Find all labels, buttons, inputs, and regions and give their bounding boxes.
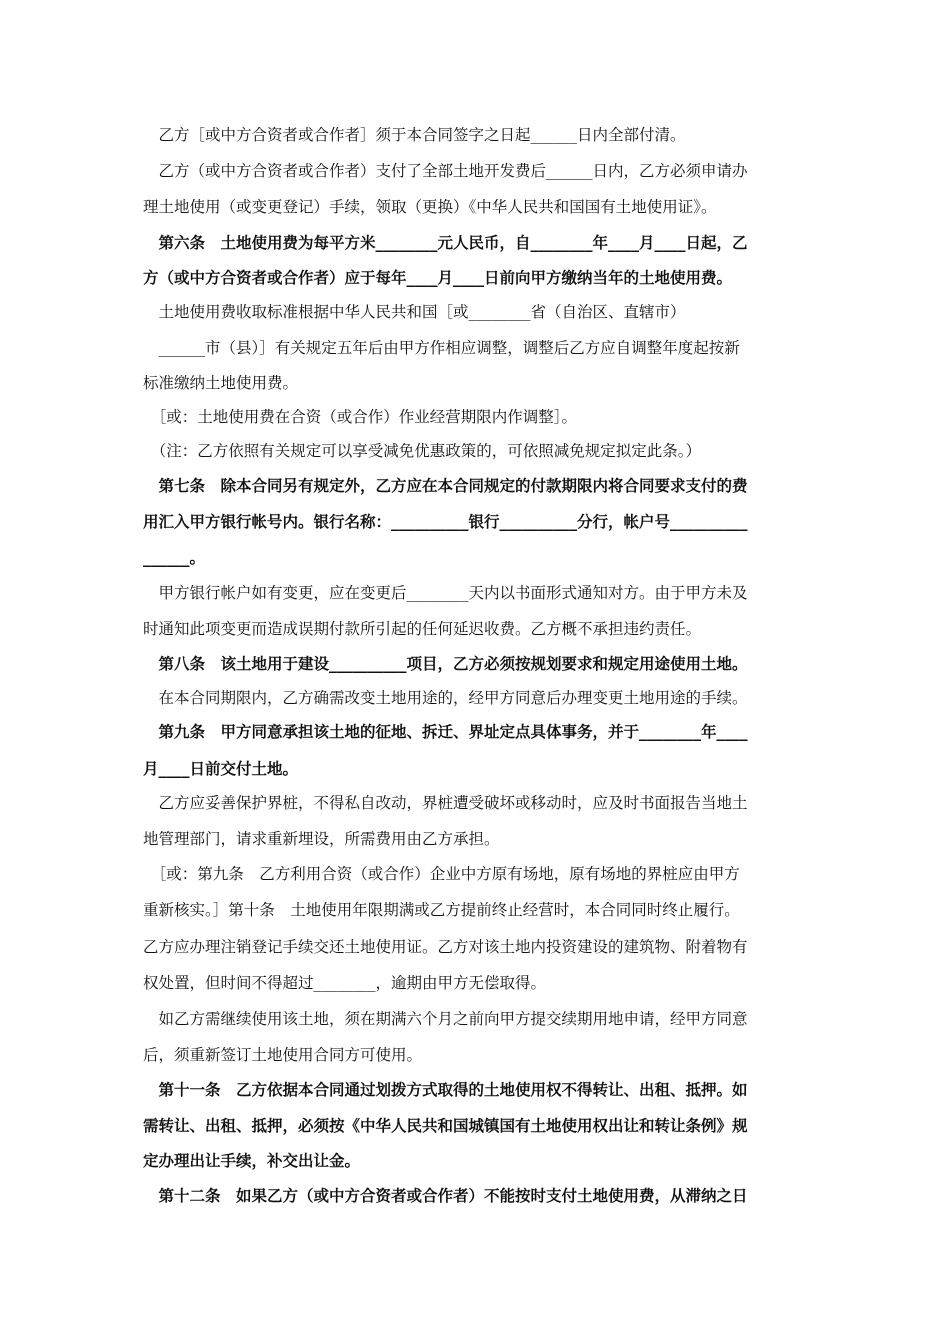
text-line: 后，须重新签订土地使用合同方可使用。 — [143, 1046, 423, 1064]
text-line: 乙方［或中方合资者或合作者］须于本合同签字之日起______日内全部付清。 — [143, 126, 686, 144]
text-line: ______市（县）］有关规定五年后由甲方作相应调整，调整后乙方应自调整年度起按新 — [143, 339, 740, 357]
article-11-heading: 第十一条 乙方依据本合同通过划拨方式取得的土地使用权不得转让、出租、抵押。如 — [143, 1080, 748, 1099]
text-line: 月____日前交付土地。 — [143, 759, 299, 778]
text-line: 重新核实。］第十条 土地使用年限期满或乙方提前终止经营时，本合同同时终止履行。 — [143, 901, 740, 919]
article-8-heading: 第八条 该土地用于建设__________项目，乙方必须按规划要求和规定用途使用土地。 — [143, 654, 748, 673]
text-line: 乙方应办理注销登记手续交还土地使用证。乙方对该土地内投资建设的建筑物、附着物有 — [143, 938, 748, 956]
text-line: 需转让、出租、抵押，必须按《中华人民共和国城镇国有土地使用权出让和转让条例》规 — [143, 1116, 748, 1135]
text-line: 方（或中方合资者或合作者）应于每年____月____日前向甲方缴纳当年的土地使用费。 — [143, 268, 733, 287]
text-line: 乙方应妥善保护界桩，不得私自改动，界桩遭受破坏或移动时，应及时书面报告当地土 — [143, 794, 748, 812]
text-line: 用汇入甲方银行帐号内。银行名称：__________银行__________分行，帐户号__________ — [143, 512, 748, 531]
article-7-heading: 第七条 除本合同另有规定外，乙方应在本合同规定的付款期限内将合同要求支付的费 — [143, 476, 748, 495]
text-line: ______。 — [143, 548, 206, 567]
text-line: 权处置，但时间不得超过________，逾期由甲方无偿取得。 — [143, 974, 547, 992]
text-line: 在本合同期限内，乙方确需改变土地用途的，经甲方同意后办理变更土地用途的手续。 — [143, 689, 748, 707]
article-12-heading: 第十二条 如果乙方（或中方合资者或合作者）不能按时支付土地使用费，从滞纳之日 — [143, 1186, 748, 1205]
text-line: 地管理部门，请求重新埋设，所需费用由乙方承担。 — [143, 830, 500, 848]
note-line: （注：乙方依照有关规定可以享受减免优惠政策的，可依照减免规定拟定此条。） — [143, 442, 702, 460]
text-line: ［或：第九条 乙方利用合资（或合作）企业中方原有场地，原有场地的界桩应由甲方 — [143, 865, 740, 883]
text-line: ［或：土地使用费在合资（或合作）作业经营期限内作调整］。 — [143, 408, 578, 426]
text-line: 乙方（或中方合资者或合作者）支付了全部土地开发费后______日内，乙方必须申请办 — [143, 162, 748, 180]
article-6-heading: 第六条 土地使用费为每平方米________元人民币，自________年____月____日起，乙 — [143, 233, 748, 252]
text-line: 甲方银行帐户如有变更，应在变更后________天内以书面形式通知对方。由于甲方未及 — [143, 584, 748, 602]
text-line: 时通知此项变更而造成误期付款所引起的任何延迟收费。乙方概不承担违约责任。 — [143, 620, 702, 638]
text-line: 如乙方需继续使用该土地，须在期满六个月之前向甲方提交续期用地申请，经甲方同意 — [143, 1010, 748, 1028]
text-line: 理土地使用（或变更登记）手续，领取（更换）《中华人民共和国国有土地使用证》。 — [143, 198, 717, 216]
text-line: 土地使用费收取标准根据中华人民共和国［或________省（自治区、直辖市） — [143, 303, 686, 321]
article-9-heading: 第九条 甲方同意承担该土地的征地、拆迁、界址定点具体事务，并于________年____ — [143, 722, 748, 741]
text-line: 定办理出让手续，补交出让金。 — [143, 1151, 361, 1170]
text-line: 标准缴纳土地使用费。 — [143, 374, 299, 392]
